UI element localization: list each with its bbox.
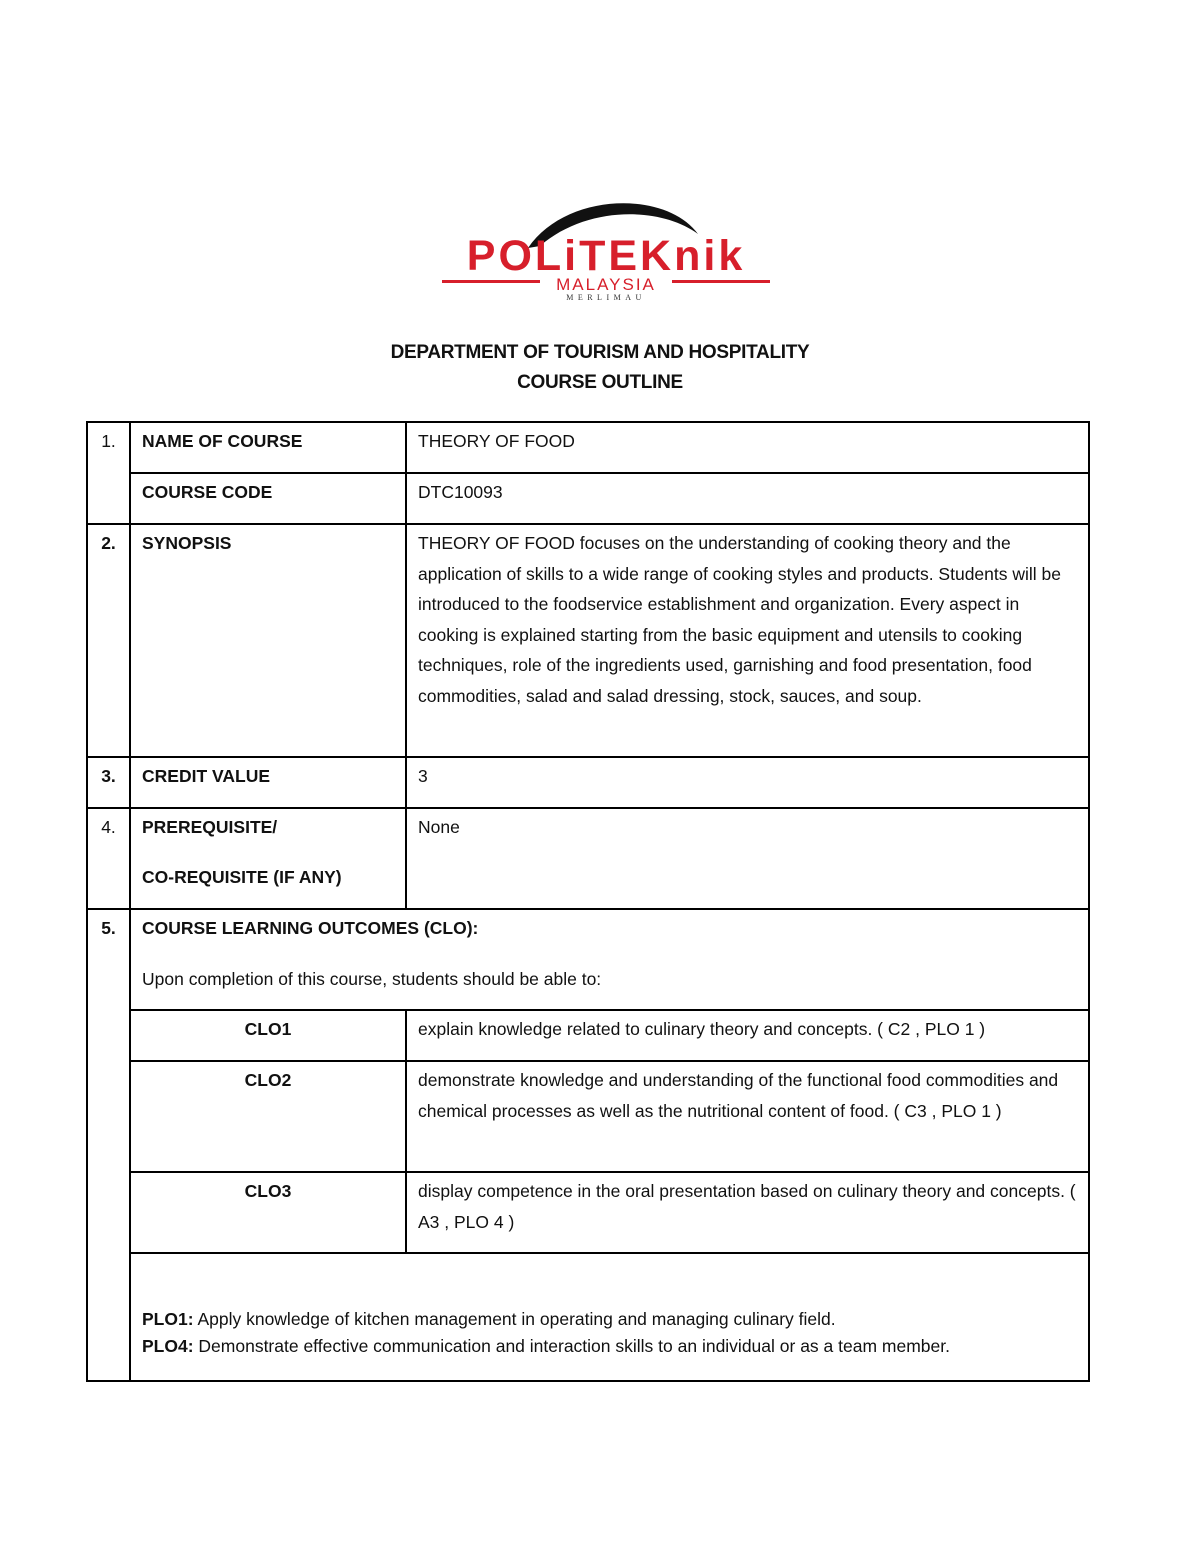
- prerequisite-value: None: [406, 808, 1089, 909]
- table-row: [87, 1253, 1089, 1381]
- plo-item: [142, 1306, 1077, 1333]
- table-row: [87, 757, 1089, 808]
- clo-code: CLO1: [130, 1010, 406, 1061]
- plo-code: PLO1:: [142, 1309, 194, 1329]
- plo-list: [130, 1253, 1089, 1381]
- synopsis-label: SYNOPSIS: [130, 524, 406, 757]
- clo-code: CLO2: [130, 1061, 406, 1172]
- table-row: [87, 422, 1089, 473]
- course-code-value: DTC10093: [406, 473, 1089, 524]
- synopsis-value: THEORY OF FOOD focuses on the understanding of cooking theory and the application of skills to a wide range of cooking styles and products. Students will be introduced to the foodservice establishment and organization. Every aspect in cooking is explained starting from the basic equipment and utensils to cooking techniques, role of the ingredients used, garnishing and food presentation, food commodities, salad and salad dressing, stock, sauces, and soup.: [406, 524, 1089, 757]
- plo-item: [142, 1333, 1077, 1360]
- table-row: [87, 1172, 1089, 1253]
- credit-value-label: CREDIT VALUE: [130, 757, 406, 808]
- section-number: 1.: [87, 422, 130, 524]
- politeknik-logo: [436, 194, 776, 304]
- table-row: [87, 524, 1089, 757]
- course-code-label: COURSE CODE: [130, 473, 406, 524]
- table-row: [87, 909, 1089, 1010]
- course-outline-table: [86, 421, 1090, 1382]
- plo-text: Apply knowledge of kitchen management in operating and managing culinary field.: [193, 1309, 836, 1329]
- clo-code: CLO3: [130, 1172, 406, 1253]
- logo-sub-text: MALAYSIA: [556, 275, 656, 294]
- table-row: [87, 808, 1089, 909]
- logo-campus-text: MERLIMAU: [566, 293, 646, 302]
- name-of-course-value: THEORY OF FOOD: [406, 422, 1089, 473]
- credit-value-value: 3: [406, 757, 1089, 808]
- section-number: 5.: [87, 909, 130, 1381]
- table-row: [87, 1010, 1089, 1061]
- section-number: 3.: [87, 757, 130, 808]
- table-row: [87, 473, 1089, 524]
- logo-main-text: POLiTEKnik: [466, 232, 746, 280]
- department-heading: DEPARTMENT OF TOURISM AND HOSPITALITY: [390, 342, 810, 363]
- clo-heading: COURSE LEARNING OUTCOMES (CLO):: [142, 918, 479, 938]
- politeknik-logo-graphic: [436, 194, 776, 304]
- clo-text: explain knowledge related to culinary theory and concepts. ( C2 , PLO 1 ): [406, 1010, 1089, 1061]
- clo-heading-cell: [130, 909, 1089, 1010]
- document-title: COURSE OUTLINE: [517, 372, 683, 393]
- prerequisite-label-line1: PREREQUISITE/: [142, 817, 278, 837]
- plo-text: Demonstrate effective communication and interaction skills to an individual or as a team member.: [193, 1336, 950, 1356]
- clo-intro: Upon completion of this course, students should be able to:: [142, 968, 602, 989]
- plo-code: PLO4:: [142, 1336, 194, 1356]
- prerequisite-label-line2: CO-REQUISITE (IF ANY): [142, 866, 342, 887]
- clo-text: demonstrate knowledge and understanding of the functional food commodities and chemical processes as well as the nutritional content of food. ( C3 , PLO 1 ): [406, 1061, 1089, 1172]
- section-number: 2.: [87, 524, 130, 757]
- table-row: [87, 1061, 1089, 1172]
- name-of-course-label: NAME OF COURSE: [130, 422, 406, 473]
- clo-text: display competence in the oral presentation based on culinary theory and concepts. ( A3 , PLO 4 ): [406, 1172, 1089, 1253]
- prerequisite-label: [130, 808, 406, 909]
- section-number: 4.: [87, 808, 130, 909]
